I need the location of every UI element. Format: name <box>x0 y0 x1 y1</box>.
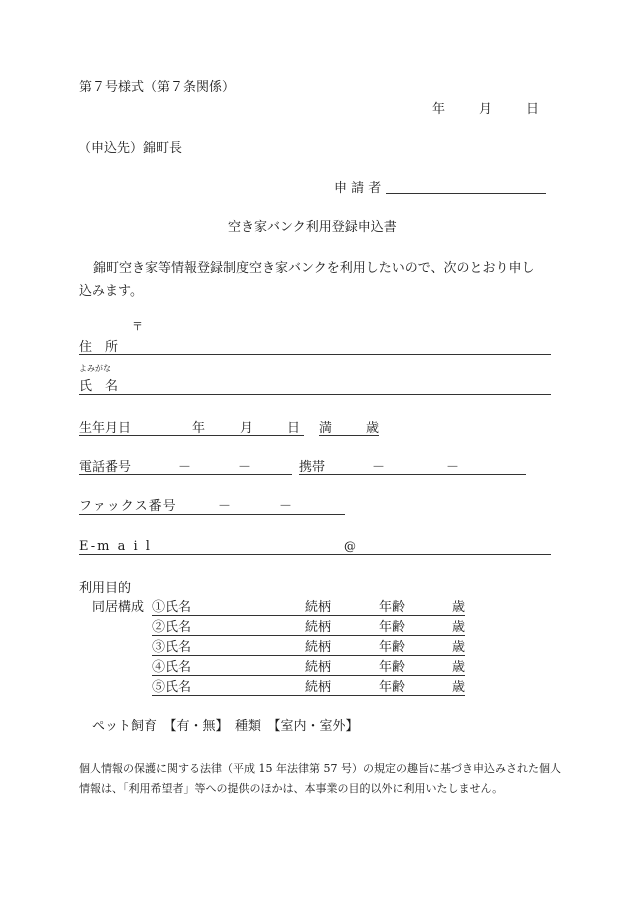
member-name-label: ②氏名 <box>152 620 192 635</box>
pet-line: ペット飼育 【有・無】 種類 【室内・室外】 <box>92 719 359 734</box>
member-field-line[interactable] <box>152 655 465 656</box>
fax-dash-2: － <box>279 499 293 514</box>
phone-label: 電話番号 <box>79 460 132 475</box>
privacy-text-1: 個人情報の保護に関する法律（平成 15 年法律第 57 号）の規定の趣旨に基づき申込みされた個人 <box>79 762 561 775</box>
date-year: 年 <box>432 102 446 117</box>
member-field-line[interactable] <box>152 635 465 636</box>
intro-text-2: 込みます。 <box>79 284 143 299</box>
date-month: 月 <box>479 102 493 117</box>
purpose-label: 利用目的 <box>79 581 132 596</box>
age-prefix: 満 <box>319 421 333 436</box>
member-name-label: ⑤氏名 <box>152 680 192 695</box>
email-at: @ <box>344 539 356 553</box>
intro-text-1: 錦町空き家等情報登録制度空き家バンクを利用したいので、次のとおり申し <box>93 261 535 276</box>
furigana-label: よみがな <box>79 364 111 373</box>
phone-dash-2: － <box>238 460 252 475</box>
addressee: （申込先）錦町長 <box>78 141 183 156</box>
applicant-field[interactable] <box>386 193 546 194</box>
birth-month: 月 <box>240 421 254 436</box>
mobile-dash-2: － <box>446 460 460 475</box>
postal-mark: 〒 <box>132 320 143 333</box>
phone-dash-1: － <box>178 460 192 475</box>
address-label: 住 所 <box>79 340 119 355</box>
member-name-label: ①氏名 <box>152 600 192 615</box>
privacy-text-2: 情報は、「利用希望者」等への提供のほかは、本事業の目的以外に利用いたしません。 <box>79 782 504 795</box>
fax-label: ファックス番号 <box>79 499 177 514</box>
form-title: 空き家バンク利用登録申込書 <box>228 220 397 235</box>
name-field[interactable] <box>79 394 551 395</box>
member-age-unit: 歳 <box>452 680 466 695</box>
member-field-line[interactable] <box>152 615 465 616</box>
member-relation-label: 続柄 <box>305 660 332 675</box>
household-label: 同居構成 <box>92 600 145 615</box>
member-age-unit: 歳 <box>452 620 466 635</box>
member-age-label: 年齢 <box>379 600 406 615</box>
member-field-line[interactable] <box>152 675 465 676</box>
member-name-label: ④氏名 <box>152 660 192 675</box>
name-label: 氏 名 <box>79 379 119 394</box>
email-label: E-m a i l <box>79 539 152 554</box>
fax-dash-1: － <box>218 499 232 514</box>
date-day: 日 <box>526 102 540 117</box>
member-age-unit: 歳 <box>452 660 466 675</box>
member-name-label: ③氏名 <box>152 640 192 655</box>
email-field[interactable] <box>79 554 551 555</box>
mobile-field[interactable] <box>299 474 526 475</box>
birth-label: 生年月日 <box>79 421 132 436</box>
address-field[interactable] <box>79 354 551 355</box>
birth-year: 年 <box>192 421 206 436</box>
age-suffix: 歳 <box>366 421 380 436</box>
member-age-label: 年齢 <box>379 680 406 695</box>
member-relation-label: 続柄 <box>305 620 332 635</box>
age-field[interactable] <box>319 435 379 436</box>
member-relation-label: 続柄 <box>305 680 332 695</box>
mobile-label: 携帯 <box>299 460 326 475</box>
form-number: 第７号様式（第７条関係） <box>79 80 236 95</box>
phone-field[interactable] <box>79 474 292 475</box>
birth-day: 日 <box>287 421 301 436</box>
fax-field[interactable] <box>79 514 345 515</box>
birthdate-field[interactable] <box>79 435 304 436</box>
mobile-dash-1: － <box>372 460 386 475</box>
member-age-label: 年齢 <box>379 660 406 675</box>
member-age-label: 年齢 <box>379 620 406 635</box>
applicant-label: 申 請 者 <box>334 181 382 196</box>
member-age-unit: 歳 <box>452 600 466 615</box>
member-relation-label: 続柄 <box>305 600 332 615</box>
member-age-unit: 歳 <box>452 640 466 655</box>
member-relation-label: 続柄 <box>305 640 332 655</box>
member-field-line[interactable] <box>152 695 465 696</box>
member-age-label: 年齢 <box>379 640 406 655</box>
